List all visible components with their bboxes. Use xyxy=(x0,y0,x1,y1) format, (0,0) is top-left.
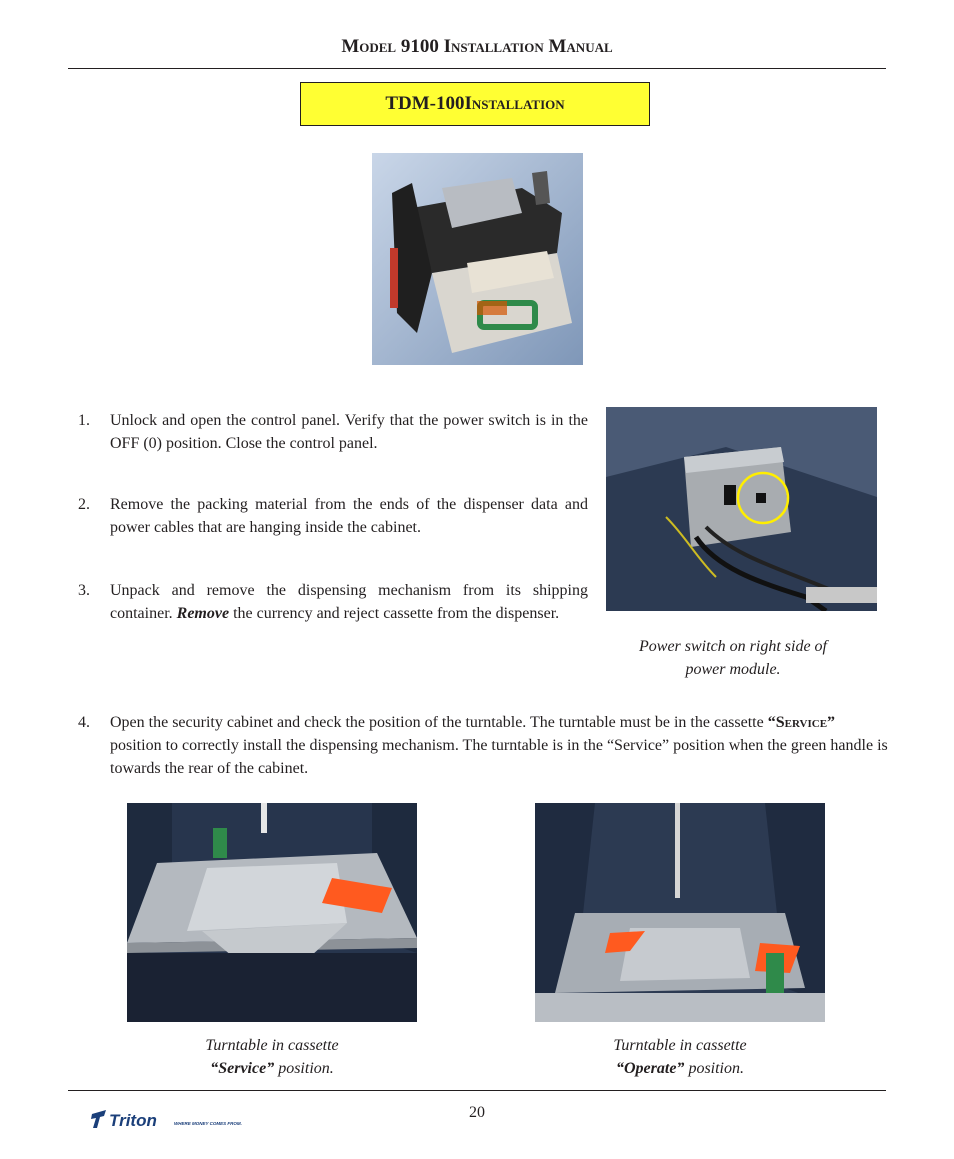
footer-rule xyxy=(68,1090,886,1091)
svg-text:WHERE MONEY COMES FROM.: WHERE MONEY COMES FROM. xyxy=(174,1121,242,1126)
turntable-operate-photo xyxy=(535,803,825,1022)
step-2: 2. Remove the packing material from the ends of the dispenser data and power cables that are hanging inside the cabinet. xyxy=(78,496,588,536)
triton-logo xyxy=(90,1108,260,1132)
service-caption: Turntable in cassette “Service” position. xyxy=(205,1037,339,1077)
triton-logo-icon xyxy=(90,1108,260,1132)
step-3: 3. Unpack and remove the dispensing mechanism from its shipping container. Remove the currency and reject cassette from the dispenser. xyxy=(78,582,588,622)
step-1: 1. Unlock and open the control panel. Verify that the power switch is in the OFF (0) position. Close the control panel. xyxy=(78,412,588,452)
header-rule xyxy=(68,68,886,69)
power-switch-caption: Power switch on right side of power module. xyxy=(639,638,827,678)
dispenser-photo xyxy=(372,153,583,365)
operate-caption: Turntable in cassette “Operate” position. xyxy=(613,1037,747,1077)
turntable-service-photo xyxy=(127,803,417,1022)
manual-header: Model 9100 Installation Manual xyxy=(341,36,613,57)
svg-text:Triton: Triton xyxy=(109,1111,157,1130)
step-4: 4. Open the security cabinet and check the position of the turntable. The turntable must be in the cassette “Service” position to correctly install the dispensing mechanism. The turntable is in the “Service” position when the green handle is towards the rear of the cabinet. xyxy=(78,714,888,777)
section-title: TDM-100 I nstallation xyxy=(300,82,650,126)
page-number: 20 xyxy=(469,1104,485,1121)
power-module-photo xyxy=(606,407,877,611)
